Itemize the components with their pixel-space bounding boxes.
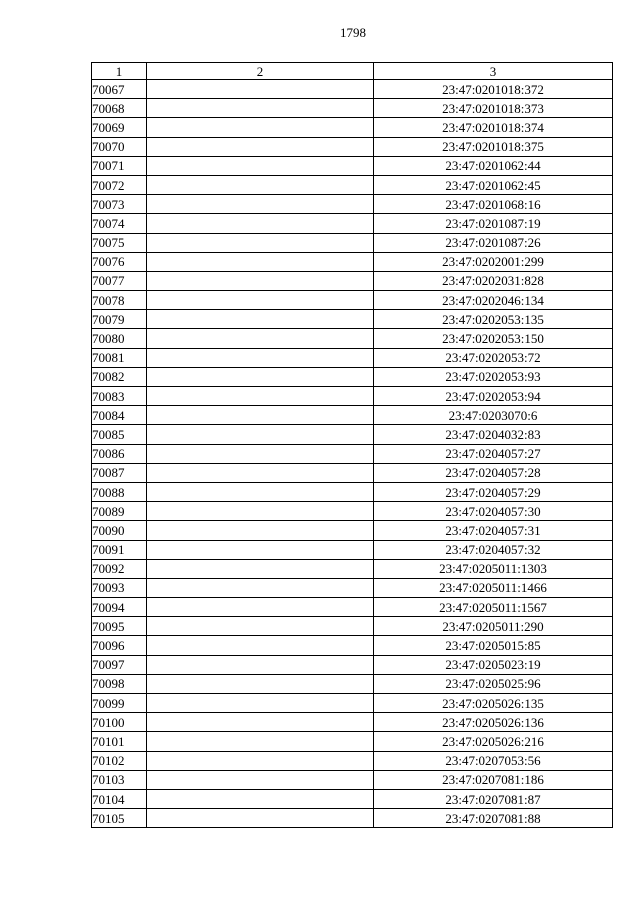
row-cadastral-code-cell: 23:47:0204057:28 [374,463,613,482]
table-body [92,80,613,828]
row-cadastral-code-cell: 23:47:0204057:29 [374,482,613,501]
row-cadastral-code-cell: 23:47:0207081:87 [374,789,613,808]
row-cadastral-code-cell: 23:47:0205026:136 [374,713,613,732]
row-name-cell [147,713,374,732]
table-row [92,751,613,770]
row-number-cell: 70074 [92,214,147,233]
row-name-cell [147,521,374,540]
table-header-row [92,63,613,80]
table-row [92,636,613,655]
row-number-cell: 70084 [92,406,147,425]
row-number-cell: 70105 [92,809,147,828]
table-row [92,482,613,501]
row-cadastral-code-cell: 23:47:0201018:373 [374,99,613,118]
row-cadastral-code-cell: 23:47:0207081:88 [374,809,613,828]
row-name-cell [147,751,374,770]
row-name-cell [147,291,374,310]
row-number-cell: 70083 [92,387,147,406]
row-name-cell [147,578,374,597]
row-name-cell [147,636,374,655]
registry-table [91,62,613,828]
row-cadastral-code-cell: 23:47:0205015:85 [374,636,613,655]
row-name-cell [147,137,374,156]
table-row [92,348,613,367]
row-number-cell: 70078 [92,291,147,310]
row-name-cell [147,502,374,521]
row-name-cell [147,617,374,636]
row-number-cell: 70071 [92,156,147,175]
row-cadastral-code-cell: 23:47:0205011:1466 [374,578,613,597]
row-cadastral-code-cell: 23:47:0204057:31 [374,521,613,540]
row-number-cell: 70080 [92,329,147,348]
row-name-cell [147,156,374,175]
row-name-cell [147,99,374,118]
row-name-cell [147,214,374,233]
table-row [92,175,613,194]
table-row [92,578,613,597]
row-cadastral-code-cell: 23:47:0201018:374 [374,118,613,137]
row-name-cell [147,271,374,290]
table-row [92,694,613,713]
row-number-cell: 70073 [92,195,147,214]
table-row [92,271,613,290]
row-name-cell [147,732,374,751]
row-name-cell [147,425,374,444]
table-row [92,598,613,617]
table-row [92,655,613,674]
table-row [92,329,613,348]
row-cadastral-code-cell: 23:47:0205011:290 [374,617,613,636]
table-row [92,118,613,137]
row-number-cell: 70092 [92,559,147,578]
row-number-cell: 70100 [92,713,147,732]
row-name-cell [147,789,374,808]
table-row [92,387,613,406]
row-name-cell [147,195,374,214]
row-cadastral-code-cell: 23:47:0202046:134 [374,291,613,310]
row-number-cell: 70067 [92,80,147,99]
table-row [92,789,613,808]
row-cadastral-code-cell: 23:47:0202053:135 [374,310,613,329]
row-cadastral-code-cell: 23:47:0204057:30 [374,502,613,521]
row-name-cell [147,463,374,482]
row-name-cell [147,348,374,367]
row-name-cell [147,367,374,386]
row-number-cell: 70095 [92,617,147,636]
row-number-cell: 70101 [92,732,147,751]
row-number-cell: 70097 [92,655,147,674]
row-name-cell [147,444,374,463]
row-number-cell: 70103 [92,770,147,789]
row-name-cell [147,233,374,252]
row-number-cell: 70090 [92,521,147,540]
table-row [92,732,613,751]
row-number-cell: 70102 [92,751,147,770]
row-cadastral-code-cell: 23:47:0201087:19 [374,214,613,233]
row-number-cell: 70069 [92,118,147,137]
row-number-cell: 70079 [92,310,147,329]
row-name-cell [147,252,374,271]
table-row [92,809,613,828]
table-row [92,214,613,233]
row-number-cell: 70093 [92,578,147,597]
table-row [92,559,613,578]
row-name-cell [147,80,374,99]
row-cadastral-code-cell: 23:47:0207081:186 [374,770,613,789]
row-number-cell: 70091 [92,540,147,559]
row-number-cell: 70104 [92,789,147,808]
table-row [92,521,613,540]
row-cadastral-code-cell: 23:47:0205025:96 [374,674,613,693]
table-row [92,80,613,99]
row-cadastral-code-cell: 23:47:0201068:16 [374,195,613,214]
table-row [92,137,613,156]
row-name-cell [147,406,374,425]
row-name-cell [147,674,374,693]
row-number-cell: 70096 [92,636,147,655]
row-name-cell [147,482,374,501]
table-row [92,291,613,310]
row-cadastral-code-cell: 23:47:0201062:45 [374,175,613,194]
row-number-cell: 70076 [92,252,147,271]
row-number-cell: 70085 [92,425,147,444]
row-name-cell [147,387,374,406]
row-name-cell [147,770,374,789]
table-row [92,406,613,425]
table-row [92,367,613,386]
table-row [92,444,613,463]
table-row [92,310,613,329]
row-number-cell: 70068 [92,99,147,118]
row-name-cell [147,655,374,674]
row-number-cell: 70087 [92,463,147,482]
row-number-cell: 70099 [92,694,147,713]
row-number-cell: 70081 [92,348,147,367]
row-number-cell: 70088 [92,482,147,501]
page-number: 1798 [340,25,366,40]
table-row [92,770,613,789]
row-name-cell [147,809,374,828]
table-row [92,195,613,214]
table-row [92,156,613,175]
row-number-cell: 70070 [92,137,147,156]
row-number-cell: 70075 [92,233,147,252]
row-cadastral-code-cell: 23:47:0205026:216 [374,732,613,751]
row-number-cell: 70086 [92,444,147,463]
table-row [92,540,613,559]
row-number-cell: 70094 [92,598,147,617]
row-name-cell [147,329,374,348]
row-cadastral-code-cell: 23:47:0202053:93 [374,367,613,386]
table-row [92,99,613,118]
table-row [92,617,613,636]
table-row [92,233,613,252]
row-name-cell [147,310,374,329]
row-number-cell: 70077 [92,271,147,290]
row-number-cell: 70072 [92,175,147,194]
row-cadastral-code-cell: 23:47:0204057:32 [374,540,613,559]
row-number-cell: 70098 [92,674,147,693]
row-name-cell [147,598,374,617]
row-cadastral-code-cell: 23:47:0203070:6 [374,406,613,425]
table-row [92,713,613,732]
row-name-cell [147,175,374,194]
row-cadastral-code-cell: 23:47:0202053:150 [374,329,613,348]
column-header-1: 1 [92,63,147,80]
row-cadastral-code-cell: 23:47:0202001:299 [374,252,613,271]
row-cadastral-code-cell: 23:47:0201018:372 [374,80,613,99]
row-name-cell [147,540,374,559]
column-header-2: 2 [147,63,374,80]
table-row [92,463,613,482]
row-cadastral-code-cell: 23:47:0204032:83 [374,425,613,444]
row-name-cell [147,694,374,713]
row-cadastral-code-cell: 23:47:0205023:19 [374,655,613,674]
table-row [92,252,613,271]
row-cadastral-code-cell: 23:47:0201018:375 [374,137,613,156]
row-cadastral-code-cell: 23:47:0207053:56 [374,751,613,770]
row-cadastral-code-cell: 23:47:0202053:94 [374,387,613,406]
row-name-cell [147,118,374,137]
row-cadastral-code-cell: 23:47:0205011:1567 [374,598,613,617]
table-row [92,425,613,444]
row-number-cell: 70082 [92,367,147,386]
row-cadastral-code-cell: 23:47:0205026:135 [374,694,613,713]
row-cadastral-code-cell: 23:47:0202031:828 [374,271,613,290]
row-cadastral-code-cell: 23:47:0201062:44 [374,156,613,175]
row-cadastral-code-cell: 23:47:0205011:1303 [374,559,613,578]
table-row [92,674,613,693]
column-header-3: 3 [374,63,613,80]
table-row [92,502,613,521]
row-cadastral-code-cell: 23:47:0202053:72 [374,348,613,367]
row-name-cell [147,559,374,578]
row-number-cell: 70089 [92,502,147,521]
row-cadastral-code-cell: 23:47:0204057:27 [374,444,613,463]
row-cadastral-code-cell: 23:47:0201087:26 [374,233,613,252]
